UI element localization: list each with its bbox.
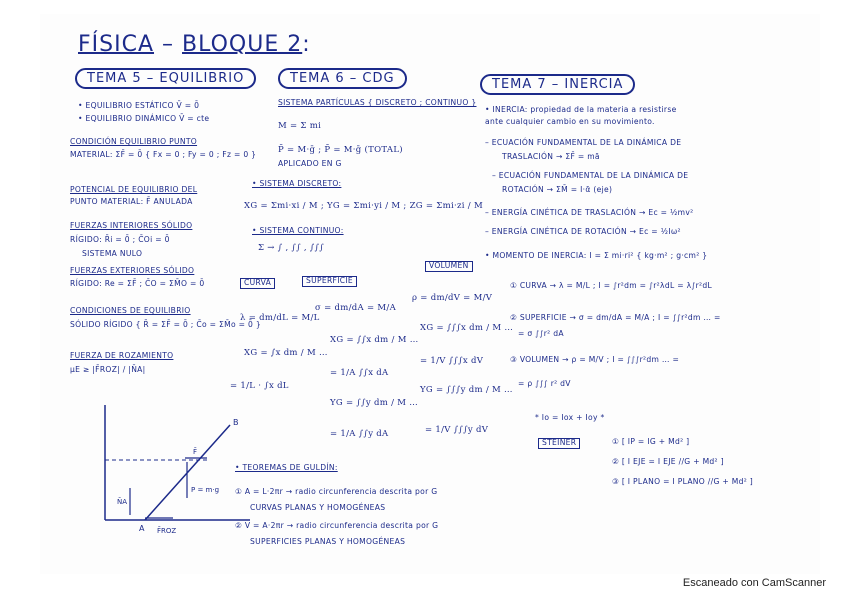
- t5-l13: FUERZA DE ROZAMIENTO: [70, 351, 174, 360]
- tema5-pill: TEMA 5 – EQUILIBRIO: [75, 68, 256, 89]
- scanned-page: [40, 14, 820, 574]
- t6-l6: • SISTEMA CONTINUO:: [252, 226, 344, 235]
- t7-l2: – ECUACIÓN FUNDAMENTAL DE LA DINÁMICA DE: [485, 138, 682, 147]
- t7-l13: = ρ ∫∫∫ r² dV: [518, 379, 571, 388]
- title-colon: :: [302, 32, 311, 57]
- t6-l12: σ = dm/dA = M/A: [315, 303, 397, 313]
- title-fisica: FÍSICA: [78, 32, 155, 57]
- title-dash: –: [162, 32, 175, 57]
- t5-l12: SÓLIDO RÍGIDO { R̄ = ΣF̄ = 0̄ ; C̄o = ΣM̄o = 0̄ }: [70, 320, 261, 329]
- t5-l1: • EQUILIBRIO DINÁMICO V̄ = cte: [78, 114, 210, 123]
- t7-l6: – ENERGÍA CINÉTICA DE TRASLACIÓN → Ec = ½mv²: [485, 208, 694, 217]
- t6-l13: ρ = dm/dV = M/V: [412, 293, 493, 303]
- friction-diagram: [95, 400, 255, 535]
- t6-l22: = 1/A ∫∫y dA: [330, 429, 389, 439]
- t5-l3: MATERIAL: ΣF̄ = 0̄ { Fx = 0 ; Fy = 0 ; Fz = 0 }: [70, 150, 257, 159]
- t6-l17: = 1/L · ∫x dL: [230, 381, 289, 391]
- t6-l7: Σ → ∫ , ∫∫ , ∫∫∫: [258, 243, 325, 253]
- label-a: A: [139, 524, 145, 533]
- t6-superficie: SUPERFICIE: [302, 276, 357, 287]
- tema6-pill: TEMA 6 – CDG: [278, 68, 407, 89]
- label-froz: F̄ROZ: [157, 527, 177, 535]
- t6-l27: ② V = A·2πr → radio circunferencia descrita por G: [235, 521, 439, 530]
- t7-l8: • MOMENTO DE INERCIA: I = Σ mi·ri² { kg·m² ; g·cm² }: [485, 251, 708, 260]
- t6-l2: P̄ = M·ḡ ; P̄ = M·ḡ (TOTAL): [278, 145, 403, 155]
- t7-l16: ① [ IP = IG + Md² ]: [612, 437, 690, 446]
- t5-l4: POTENCIAL DE EQUILIBRIO DEL: [70, 185, 198, 194]
- t5-l14: μE ≥ |F̄ROZ| / |N̄A|: [70, 365, 146, 374]
- t6-l1: M = Σ mi: [278, 121, 322, 131]
- t6-l11: λ = dm/dL = M/L: [240, 313, 320, 323]
- t7-l17: ② [ I EJE = I EJE //G + Md² ]: [612, 457, 724, 466]
- t6-l15: XG = ∫∫x dm / M …: [330, 335, 419, 345]
- tema7-pill: TEMA 7 – INERCIA: [480, 74, 635, 95]
- t6-l28: SUPERFICIES PLANAS Y HOMOGÉNEAS: [250, 537, 406, 546]
- label-b: B: [233, 418, 239, 427]
- t6-l0: SISTEMA PARTÍCULAS { DISCRETO ; CONTINUO }: [278, 98, 477, 107]
- t7-steiner: STEINER: [538, 438, 580, 449]
- label-p: P = m·g: [191, 486, 220, 494]
- t5-l0: • EQUILIBRIO ESTÁTICO V̄ = 0̄: [78, 101, 200, 110]
- t5-l11: CONDICIONES DE EQUILIBRIO: [70, 306, 191, 315]
- t7-l11: = σ ∫∫r² dA: [518, 329, 564, 338]
- t6-l26: CURVAS PLANAS Y HOMOGÉNEAS: [250, 503, 386, 512]
- t6-curva: CURVA: [240, 278, 275, 289]
- t6-l18: = 1/A ∫∫x dA: [330, 368, 389, 378]
- t7-l14: * Io = Iox + Ioy *: [535, 413, 605, 422]
- t5-l6: FUERZAS INTERIORES SÓLIDO: [70, 221, 193, 230]
- t5-l9: FUERZAS EXTERIORES SÓLIDO: [70, 266, 195, 275]
- t7-l9: ① CURVA → λ = M/L ; I = ∫r²dm = ∫r²λdL = λ∫r²dL: [510, 281, 713, 290]
- t7-l5: ROTACIÓN → ΣM̄ = I·ᾱ (eje): [502, 185, 613, 194]
- t5-l7: RÍGIDO: R̄i = 0̄ ; C̄Oi = 0̄: [70, 235, 170, 244]
- t6-l4: • SISTEMA DISCRETO:: [252, 179, 342, 188]
- t7-l18: ③ [ I PLANO = I PLANO //G + Md² ]: [612, 477, 754, 486]
- t7-l7: – ENERGÍA CINÉTICA DE ROTACIÓN → Ec = ½Iω²: [485, 227, 681, 236]
- t6-l3: APLICADO EN G: [278, 159, 342, 168]
- t7-l12: ③ VOLUMEN → ρ = M/V ; I = ∫∫∫r²dm … =: [510, 355, 680, 364]
- t7-l10: ② SUPERFICIE → σ = dm/dA = M/A ; I = ∫∫r²dm … =: [510, 313, 721, 322]
- t6-l20: YG = ∫∫y dm / M …: [330, 398, 419, 408]
- t6-l25: ① A = L·2πr → radio circunferencia descrita por G: [235, 487, 438, 496]
- page-title: [78, 32, 311, 57]
- t6-l14: XG = ∫x dm / M …: [244, 348, 328, 358]
- t5-l10: RÍGIDO: Re = ΣF̄ ; C̄O = ΣM̄O = 0̄: [70, 279, 205, 288]
- label-na: N̄A: [117, 498, 128, 506]
- t5-l5: PUNTO MATERIAL: F̄ ANULADA: [70, 197, 193, 206]
- camscanner-footer: Escaneado con CamScanner: [682, 577, 826, 589]
- t7-l3: TRASLACIÓN → ΣF̄ = mā: [502, 152, 600, 161]
- t7-l4: – ECUACIÓN FUNDAMENTAL DE LA DINÁMICA DE: [492, 171, 689, 180]
- t6-l16: XG = ∫∫∫x dm / M …: [420, 323, 514, 333]
- title-bloque: BLOQUE 2: [182, 32, 303, 57]
- t7-l0: • INERCIA: propiedad de la materia a resistirse: [485, 105, 677, 114]
- t7-l1: ante cualquier cambio en su movimiento.: [485, 117, 655, 126]
- label-f: F̄: [193, 448, 198, 456]
- t6-l23: = 1/V ∫∫∫y dV: [425, 425, 489, 435]
- t6-l19: = 1/V ∫∫∫x dV: [420, 356, 484, 366]
- t6-l21: YG = ∫∫∫y dm / M …: [420, 385, 513, 395]
- t6-volumen: VOLUMEN: [425, 261, 473, 272]
- t6-l5: XG = Σmi·xi / M ; YG = Σmi·yi / M ; ZG = Σmi·zi / M: [244, 201, 483, 211]
- t6-l24: • TEOREMAS DE GULDÍN:: [235, 463, 338, 472]
- t5-l8: SISTEMA NULO: [82, 249, 143, 258]
- t5-l2: CONDICIÓN EQUILIBRIO PUNTO: [70, 137, 198, 146]
